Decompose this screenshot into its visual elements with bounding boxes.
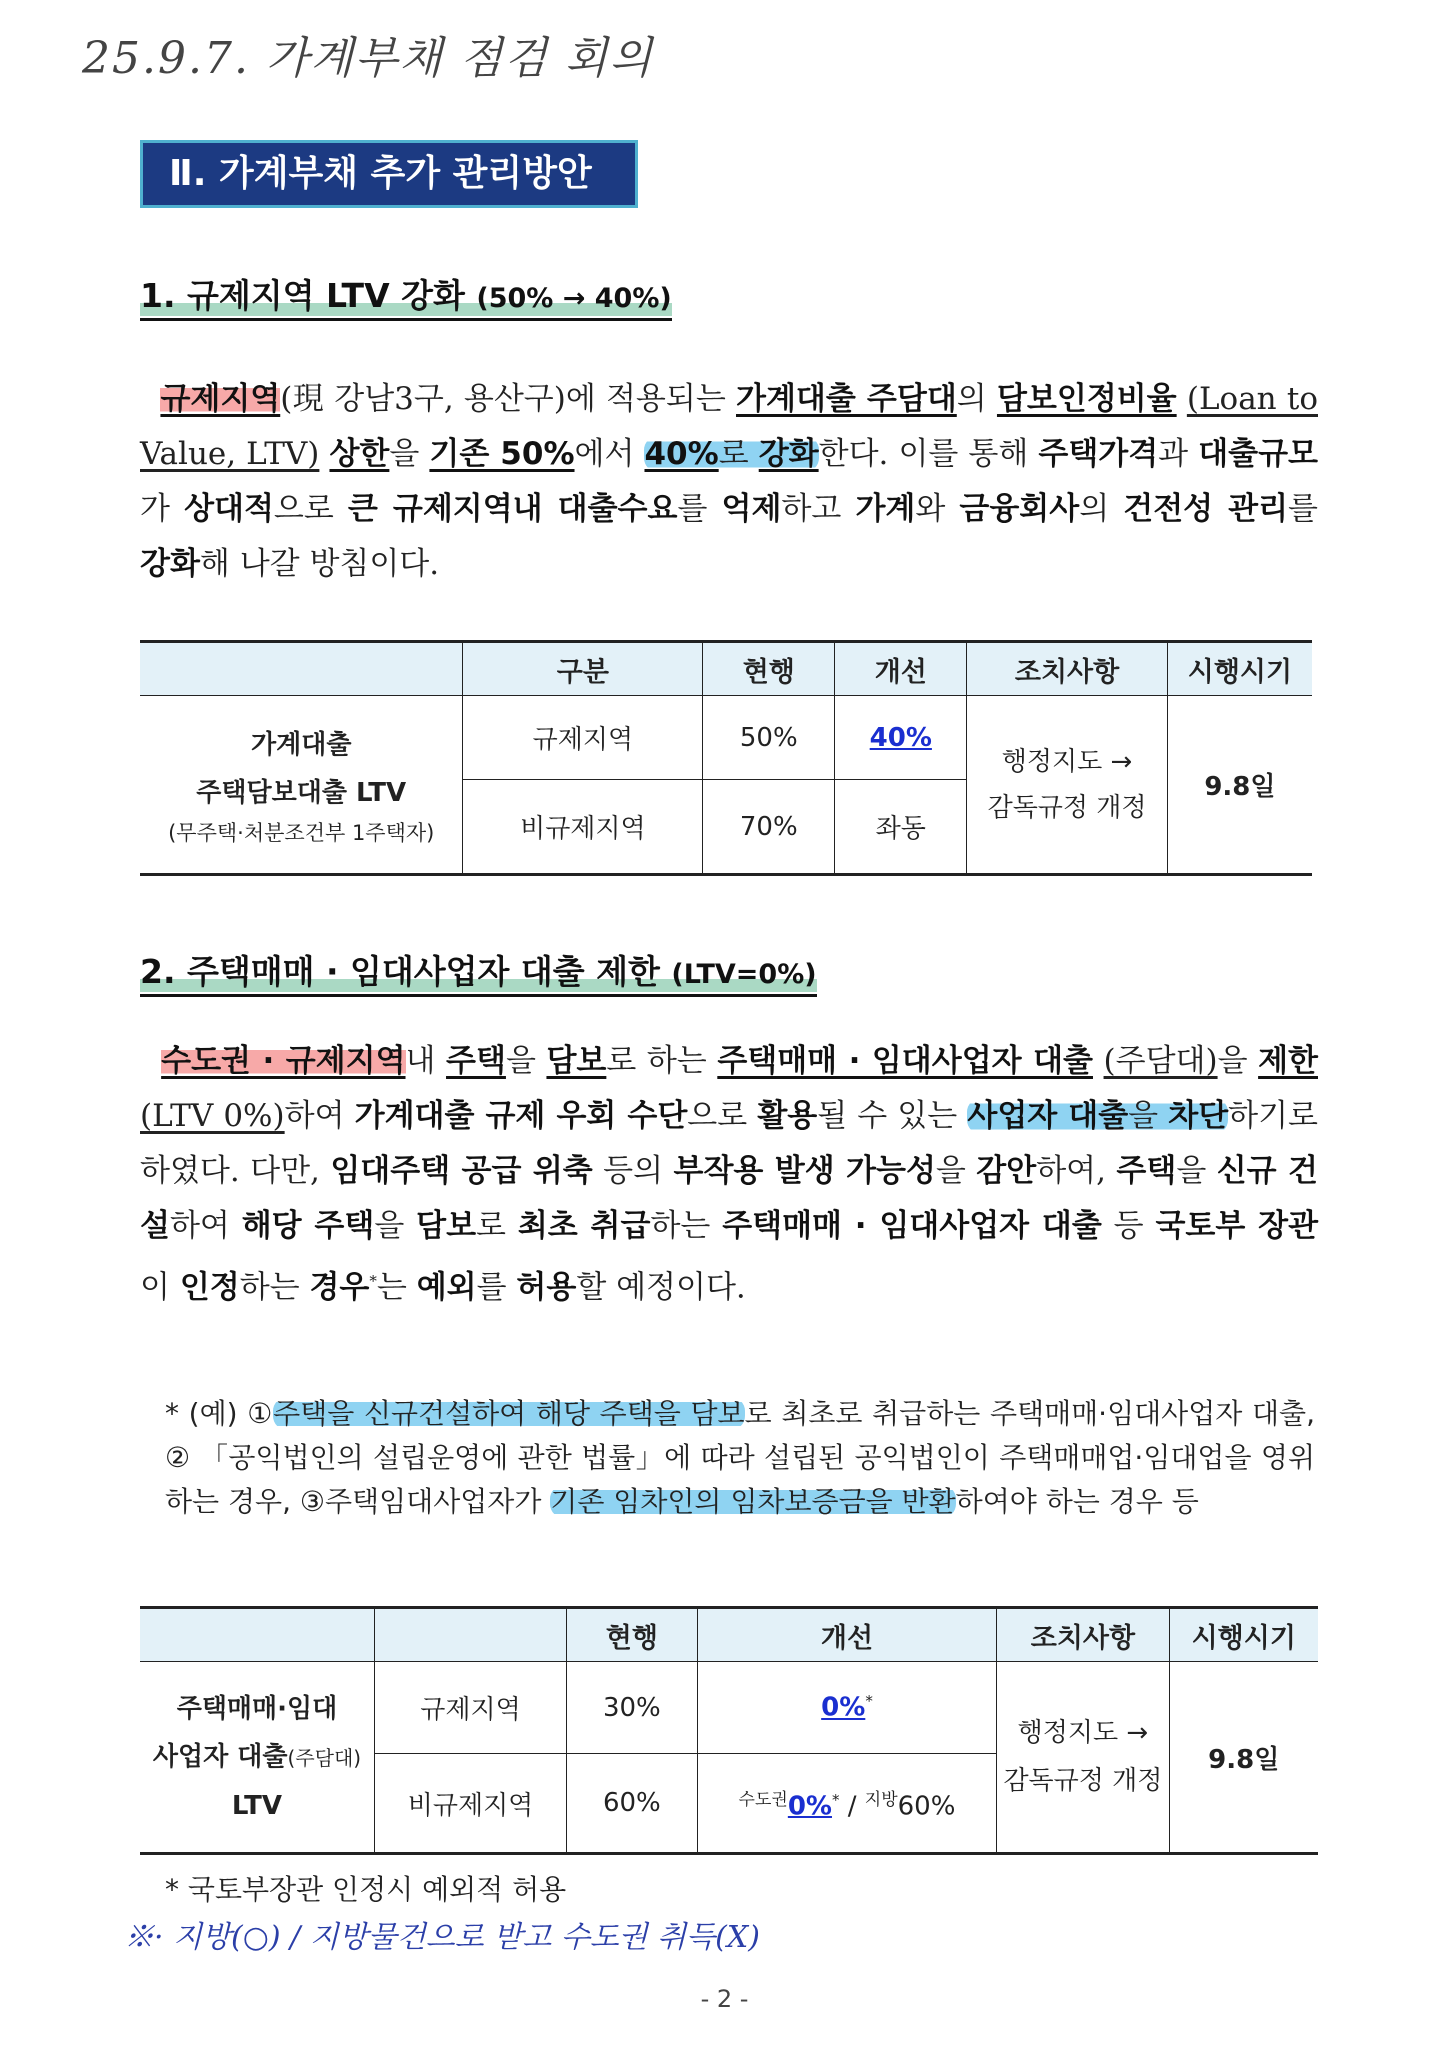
table-2-row-label: 주택매매·임대 사업자 대출(주담대) LTV <box>140 1662 374 1854</box>
table-2-header-blank <box>374 1608 566 1662</box>
table-cell-current: 50% <box>703 696 835 780</box>
table-cell-area: 비규제지역 <box>463 780 703 875</box>
table-2-header: 개선 <box>697 1608 997 1662</box>
heading-2 <box>140 946 817 997</box>
table-cell-area: 규제지역 <box>374 1662 566 1754</box>
table-2-header: 조치사항 <box>997 1608 1169 1662</box>
table-cell-current: 60% <box>567 1754 698 1854</box>
table-2 <box>140 1606 1318 1855</box>
handwritten-note-bottom: ※· 지방(○) / 지방물건으로 받고 수도권 취득(X) <box>124 1920 760 1955</box>
table-2-header-blank <box>140 1608 374 1662</box>
table-cell-improved: 40% <box>835 696 967 780</box>
table-1-header-blank <box>140 642 463 696</box>
paragraph-1: 규제지역(現 강남3구, 용산구)에 적용되는 가계대출 주담대의 담보인정비율 (Loan to Value, LTV) 상한을 기존 50%에서 40%로 강화한다. 이를 통해 주택가격과 대출규모가 상대적으로 큰 규제지역내 대출수요를 억제하고 가계와 금융회사의 건전성 관리를 강화해 나갈 방침이다. <box>140 381 1318 582</box>
footnote: * 국토부장관 인정시 예외적 허용 <box>165 1873 567 1906</box>
table-cell-action: 행정지도 → 감독규정 개정 <box>997 1662 1169 1854</box>
heading-1 <box>140 270 672 321</box>
heading-1-text: 1. 규제지역 LTV 강화 <box>140 276 465 315</box>
table-1-row-label: 가계대출 주택담보대출 LTV (무주택·처분조건부 1주택자) <box>140 696 463 875</box>
heading-2-text: 2. 주택매매 · 임대사업자 대출 제한 <box>140 952 660 991</box>
table-cell-improved: 0%* <box>697 1662 997 1754</box>
table-cell-current: 30% <box>567 1662 698 1754</box>
heading-2-sub: (LTV=0%) <box>671 959 817 990</box>
table-1-header: 조치사항 <box>967 642 1168 696</box>
example-note: * (예) ①주택을 신규건설하여 해당 주택을 담보로 최초로 취급하는 주택매매·임대사업자 대출, ② 「공익법인의 설립운영에 관한 법률」에 따라 설립된 공익법인이 주택매매업·임대업을 영위하는 경우, ③주택임대사업자가 기존 임차인의 임차보증금을 반환하여야 하는 경우 등 <box>165 1397 1315 1518</box>
table-cell-improved: 좌동 <box>835 780 967 875</box>
table-1-header: 구분 <box>463 642 703 696</box>
table-1-header: 시행시기 <box>1167 642 1312 696</box>
page-number: - 2 - <box>700 1985 749 2013</box>
paragraph-2: 수도권 · 규제지역내 주택을 담보로 하는 주택매매 · 임대사업자 대출 (주담대)을 제한(LTV 0%)하여 가계대출 규제 우회 수단으로 활용될 수 있는 사업자 대출을 차단하기로 하였다. 다만, 임대주택 공급 위축 등의 부작용 발생 가능성을 감안하여, 주택을 신규 건설하여 해당 주택을 담보로 최초 취급하는 주택매매 · 임대사업자 대출 등 국토부 장관이 인정하는 경우*는 예외를 허용할 예정이다. <box>140 1043 1319 1306</box>
table-cell-date: 9.8일 <box>1169 1662 1318 1854</box>
table-cell-improved: $^{수도권}$0%* / $^{지방}$60% <box>697 1754 997 1854</box>
table-2-header: 시행시기 <box>1169 1608 1318 1662</box>
table-cell-area: 비규제지역 <box>374 1754 566 1854</box>
heading-1-sub: (50% → 40%) <box>476 283 672 314</box>
table-1-header: 현행 <box>703 642 835 696</box>
table-cell-action: 행정지도 → 감독규정 개정 <box>967 696 1168 875</box>
section-title: Ⅱ. 가계부채 추가 관리방안 <box>140 140 638 208</box>
table-1-header: 개선 <box>835 642 967 696</box>
table-1 <box>140 640 1312 876</box>
table-cell-date: 9.8일 <box>1167 696 1312 875</box>
handwritten-note-top: 25.9.7. 가계부채 점검 회의 <box>82 33 654 84</box>
table-cell-area: 규제지역 <box>463 696 703 780</box>
table-2-header: 현행 <box>567 1608 698 1662</box>
table-cell-current: 70% <box>703 780 835 875</box>
